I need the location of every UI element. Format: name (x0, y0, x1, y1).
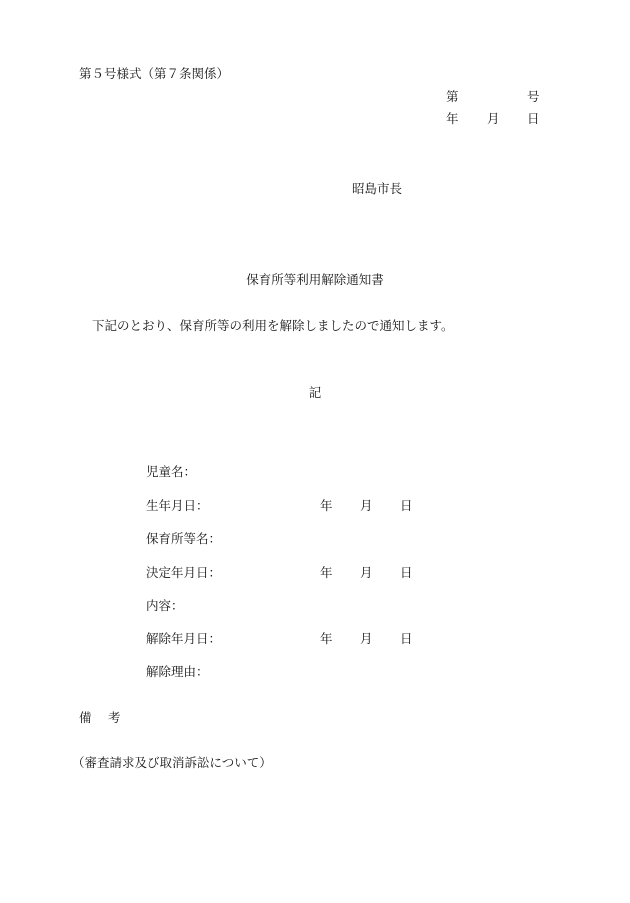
field-label: 解除理由： (146, 664, 209, 679)
form-number: 第５号様式（第７条関係） (79, 66, 230, 81)
date-day-unit: 日 (400, 631, 413, 646)
issue-date-month: 月 (487, 111, 500, 126)
document-number-suffix: 号 (527, 89, 540, 104)
document-title: 保育所等利用解除通知書 (246, 272, 384, 287)
field-label: 児童名： (146, 464, 197, 479)
issue-date-day: 日 (527, 111, 540, 126)
field-label: 解除年月日： (146, 631, 222, 646)
date-day-unit: 日 (400, 498, 413, 513)
date-day-unit: 日 (400, 565, 413, 580)
issue-date-year: 年 (446, 111, 459, 126)
date-month-unit: 月 (360, 631, 373, 646)
field-label: 生年月日： (146, 498, 209, 513)
date-year-unit: 年 (320, 498, 333, 513)
appeal-note: （審査請求及び取消訴訟について） (72, 755, 272, 770)
date-year-unit: 年 (320, 565, 333, 580)
date-month-unit: 月 (360, 565, 373, 580)
issuer: 昭島市長 (352, 181, 403, 196)
date-month-unit: 月 (360, 498, 373, 513)
ki-heading: 記 (308, 385, 322, 400)
remarks-char: 備 (79, 710, 92, 725)
document-number-prefix: 第 (446, 89, 459, 104)
date-year-unit: 年 (320, 631, 333, 646)
body-text: 下記のとおり、保育所等の利用を解除しましたので通知します。 (92, 318, 454, 333)
field-label: 決定年月日： (146, 565, 222, 580)
remarks-char: 考 (108, 710, 121, 725)
field-label: 保育所等名： (146, 531, 222, 546)
field-label: 内容： (146, 598, 184, 613)
